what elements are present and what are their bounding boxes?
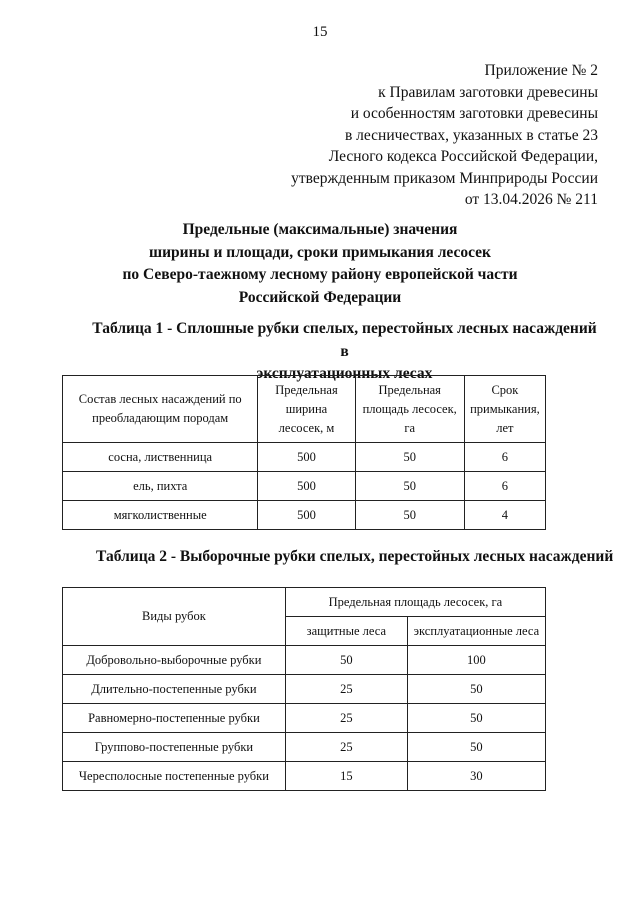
table2-cell: Равномерно-постепенные рубки bbox=[63, 704, 286, 733]
table1-cell: 6 bbox=[464, 472, 545, 501]
table2 bbox=[62, 587, 546, 791]
table-row bbox=[63, 646, 546, 675]
table1-cell: 4 bbox=[464, 501, 545, 530]
appendix-line: Приложение № 2 bbox=[484, 62, 598, 79]
title-line: по Северо-таежному лесному району европейской части bbox=[122, 266, 518, 283]
document-title bbox=[0, 219, 640, 309]
table2-cell: 100 bbox=[407, 646, 545, 675]
table2-header-kind: Виды рубок bbox=[63, 588, 286, 646]
appendix-header bbox=[291, 60, 598, 211]
table1-cell: 500 bbox=[258, 443, 355, 472]
title-line: Российской Федерации bbox=[238, 288, 402, 306]
title-line: ширины и площади, сроки примыкания лесосек bbox=[149, 243, 491, 261]
table-header-row bbox=[63, 588, 546, 617]
table2-cell: Добровольно-выборочные рубки bbox=[63, 646, 286, 675]
table2-cell: Чересполосные постепенные рубки bbox=[63, 762, 286, 791]
appendix-line: и особенностям заготовки древесины bbox=[350, 105, 598, 122]
table1 bbox=[62, 375, 546, 530]
table2-header-sub: защитные леса bbox=[285, 617, 407, 646]
appendix-line: от 13.04.2026 № 211 bbox=[464, 191, 598, 208]
table1-caption-line: эксплуатационных лесах bbox=[256, 365, 433, 382]
table2-cell: 30 bbox=[407, 762, 545, 791]
table-row bbox=[63, 762, 546, 791]
table-row bbox=[63, 733, 546, 762]
table-row bbox=[63, 675, 546, 704]
table1-cell: 6 bbox=[464, 443, 545, 472]
table2-cell: 15 bbox=[285, 762, 407, 791]
table1-header-cell: Срок примыкания, лет bbox=[464, 376, 545, 443]
table-row bbox=[63, 704, 546, 733]
table2-cell: 50 bbox=[407, 675, 545, 704]
title-line: Предельные (максимальные) значения bbox=[182, 221, 458, 238]
page-number: 15 bbox=[312, 24, 328, 40]
table2-cell: 25 bbox=[285, 675, 407, 704]
table-header-row bbox=[63, 376, 546, 443]
table-row bbox=[63, 472, 546, 501]
table2-cell: 50 bbox=[285, 646, 407, 675]
appendix-line: Лесного кодекса Российской Федерации, bbox=[328, 148, 598, 165]
table2-cell: 25 bbox=[285, 733, 407, 762]
table1-cell: ель, пихта bbox=[63, 472, 258, 501]
appendix-line: утвержденным приказом Минприроды России bbox=[291, 169, 598, 187]
table2-cell: 50 bbox=[407, 733, 545, 762]
table1-header-cell: Предельная ширина лесосек, м bbox=[258, 376, 355, 443]
table2-cell: 50 bbox=[407, 704, 545, 733]
table2-cell: Группово-постепенные рубки bbox=[63, 733, 286, 762]
table2-header-group: Предельная площадь лесосек, га bbox=[285, 588, 545, 617]
table2-header-sub: эксплуатационные леса bbox=[407, 617, 545, 646]
table1-header-cell: Предельная площадь лесосек, га bbox=[355, 376, 464, 443]
table1-cell: 50 bbox=[355, 472, 464, 501]
table1-header-cell: Состав лесных насаждений по преобладающим породам bbox=[63, 376, 258, 443]
table-row bbox=[63, 501, 546, 530]
table1-cell: 50 bbox=[355, 501, 464, 530]
table1-cell: 500 bbox=[258, 501, 355, 530]
table1-cell: сосна, лиственница bbox=[63, 443, 258, 472]
table-row bbox=[63, 443, 546, 472]
table2-cell: Длительно-постепенные рубки bbox=[63, 675, 286, 704]
table1-cell: 500 bbox=[258, 472, 355, 501]
table2-caption: Таблица 2 - Выборочные рубки спелых, перестойных лесных насаждений bbox=[96, 548, 614, 565]
table1-caption-line: Таблица 1 - Сплошные рубки спелых, перестойных лесных насаждений в bbox=[92, 320, 597, 360]
table2-cell: 25 bbox=[285, 704, 407, 733]
appendix-line: к Правилам заготовки древесины bbox=[378, 83, 598, 101]
table1-cell: 50 bbox=[355, 443, 464, 472]
table1-cell: мягколиственные bbox=[63, 501, 258, 530]
appendix-line: в лесничествах, указанных в статье 23 bbox=[344, 126, 598, 144]
